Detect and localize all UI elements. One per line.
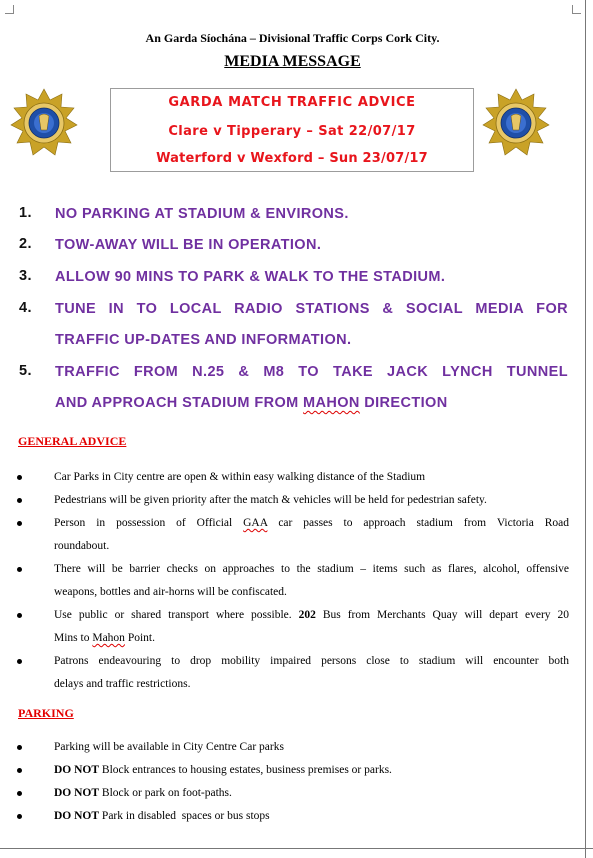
bullet-icon	[17, 521, 22, 526]
bullet-text: There will be barrier checks on approaches to the stadium – items such as flares, alcohol, offensive	[54, 563, 569, 575]
item-number: 5.	[19, 363, 32, 379]
match-line-2: Waterford v Wexford – Sun 23/07/17	[156, 151, 428, 166]
page-corner-mark	[5, 5, 14, 14]
item-text: ALLOW 90 MINS TO PARK & WALK TO THE STADIUM.	[55, 269, 446, 285]
bullet-text-part: Mins to	[54, 632, 93, 644]
bullet-text-part: Park in disabled spaces or bus stops	[99, 810, 270, 822]
item-text-part: DIRECTION	[359, 395, 448, 411]
bullet-icon	[17, 745, 22, 750]
item-text-continued	[55, 394, 568, 412]
item-text-part: AND APPROACH STADIUM FROM	[55, 395, 304, 411]
page-edge	[585, 0, 586, 858]
item-text: TRAFFIC FROM N.25 & M8 TO TAKE JACK LYNCH TUNNEL	[55, 364, 568, 380]
garda-crest-icon	[481, 88, 551, 158]
bullet-text: Pedestrians will be given priority after the match & vehicles will be held for pedestrian safety.	[54, 494, 487, 506]
item-text: TOW-AWAY WILL BE IN OPERATION.	[55, 237, 322, 253]
bullet-text	[54, 782, 569, 805]
bullet-text-part: Block entrances to housing estates, business premises or parks.	[99, 764, 392, 776]
bullet-icon	[17, 659, 22, 664]
bullet-text-part: Point.	[124, 632, 155, 644]
match-line-1: Clare v Tipperary – Sat 22/07/17	[168, 124, 416, 139]
spellcheck-word: MAHON	[303, 395, 360, 411]
bullet-text	[54, 512, 569, 535]
spellcheck-word: GAA	[243, 517, 268, 529]
bullet-text-part: Person in possession of Official	[54, 517, 244, 529]
page-corner-mark	[572, 5, 581, 14]
advice-title: GARDA MATCH TRAFFIC ADVICE	[168, 95, 416, 110]
item-text-continued: TRAFFIC UP-DATES AND INFORMATION.	[55, 332, 352, 348]
bullet-icon	[17, 791, 22, 796]
bullet-text-continued: roundabout.	[54, 540, 110, 552]
item-number: 1.	[19, 205, 32, 221]
bullet-text	[54, 604, 569, 627]
bullet-icon	[17, 498, 22, 503]
bullet-text	[54, 805, 569, 828]
bullet-text-part: car passes to approach stadium from Victoria Road	[267, 517, 569, 529]
do-not-label: DO NOT	[54, 810, 100, 822]
bullet-icon	[17, 613, 22, 618]
spellcheck-word: Mahon	[92, 632, 125, 644]
bullet-icon	[17, 475, 22, 480]
item-text: TUNE IN TO LOCAL RADIO STATIONS & SOCIAL MEDIA FOR	[55, 301, 568, 317]
org-line: An Garda Síochána – Divisional Traffic Corps Cork City.	[145, 31, 440, 45]
bullet-text-continued: weapons, bottles and air-horns will be confiscated.	[54, 586, 287, 598]
bullet-icon	[17, 768, 22, 773]
bullet-text: Parking will be available in City Centre Car parks	[54, 741, 284, 753]
bullet-text-part: Use public or shared transport where possible.	[54, 609, 299, 621]
bullet-text	[54, 759, 569, 782]
bullet-icon	[17, 567, 22, 572]
general-advice-heading: GENERAL ADVICE	[18, 434, 127, 448]
bullet-text: Patrons endeavouring to drop mobility impaired persons close to stadium will encounter both	[54, 655, 569, 667]
match-advice-box	[110, 88, 474, 172]
do-not-label: DO NOT	[54, 764, 100, 776]
garda-crest-icon	[9, 88, 79, 158]
parking-heading: PARKING	[18, 706, 74, 720]
item-number: 4.	[19, 300, 32, 316]
bullet-text-part: Bus from Merchants Quay will depart every 20	[315, 609, 570, 621]
bullet-text-continued	[54, 627, 569, 650]
item-number: 3.	[19, 268, 32, 284]
bullet-icon	[17, 814, 22, 819]
bullet-text-continued: delays and traffic restrictions.	[54, 678, 191, 690]
item-number: 2.	[19, 236, 32, 252]
bullet-text-part: Block or park on foot-paths.	[99, 787, 232, 799]
bullet-text: Car Parks in City centre are open & within easy walking distance of the Stadium	[54, 471, 426, 483]
bus-number: 202	[298, 609, 316, 621]
document-title: MEDIA MESSAGE	[224, 53, 361, 70]
page-edge	[0, 848, 593, 849]
item-text: NO PARKING AT STADIUM & ENVIRONS.	[55, 206, 349, 222]
do-not-label: DO NOT	[54, 787, 100, 799]
